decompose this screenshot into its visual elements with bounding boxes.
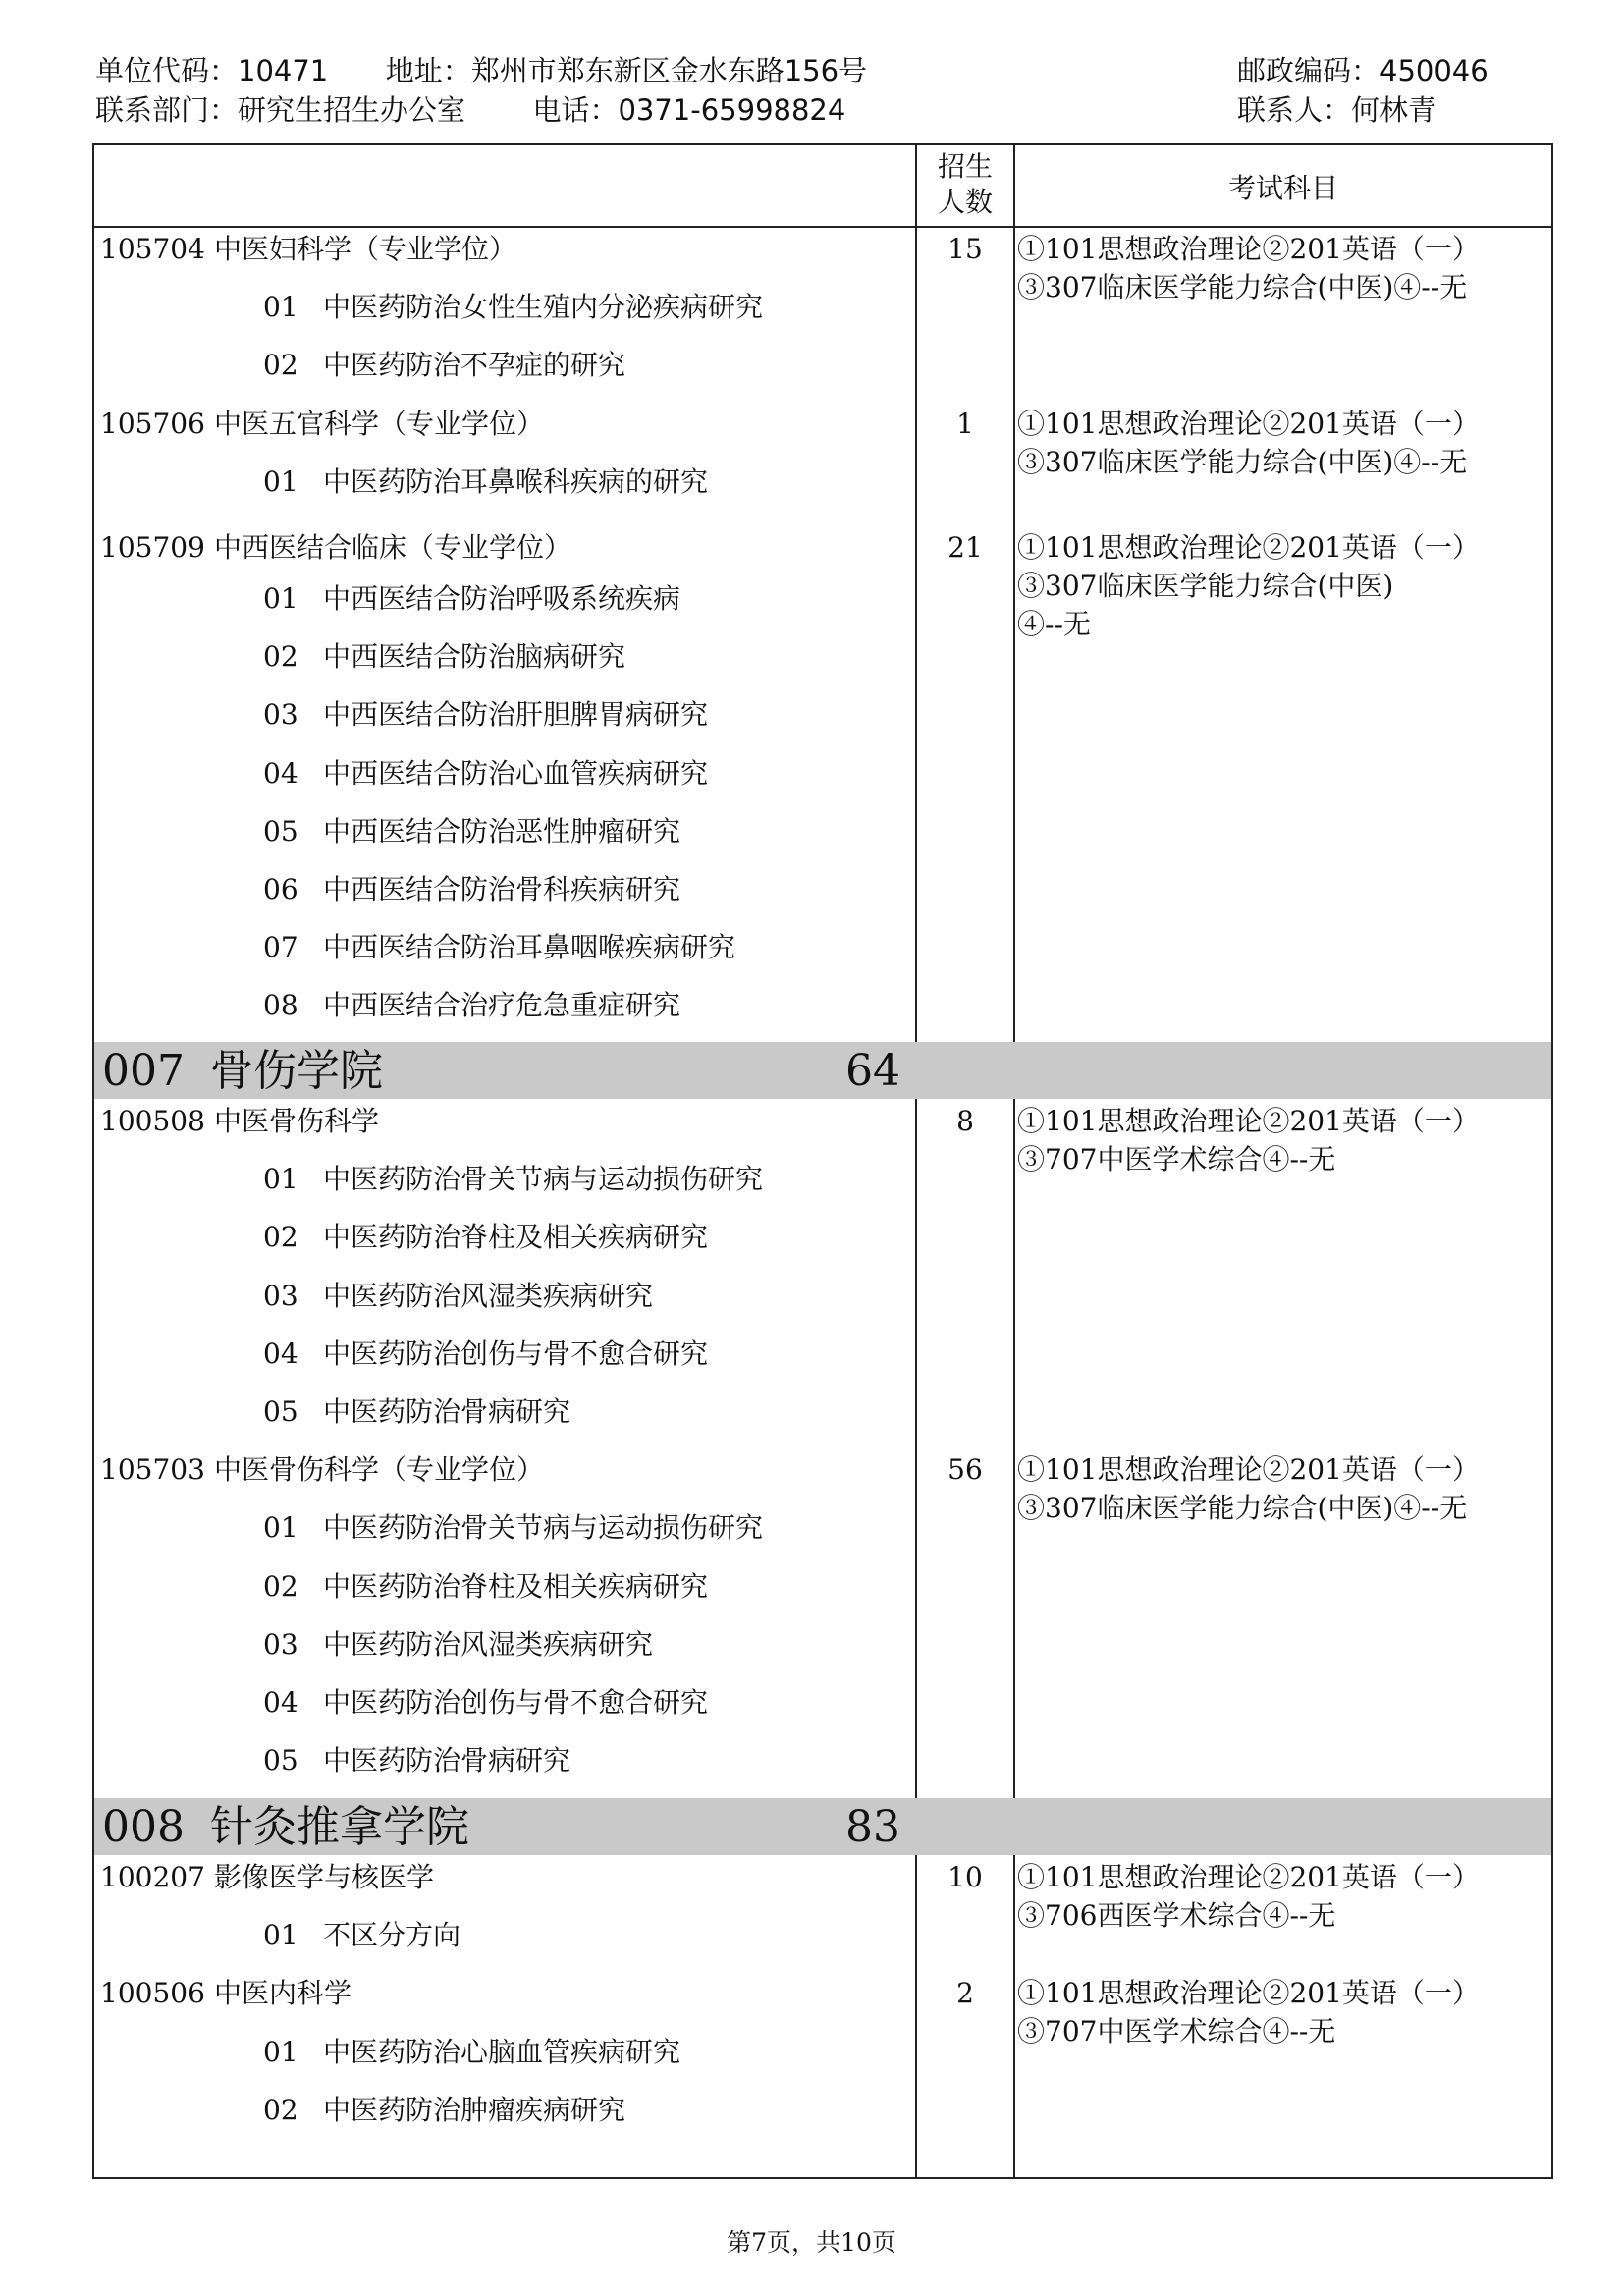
direction-name: 中医药防治脊柱及相关疾病研究 (323, 1569, 709, 1603)
exam-subjects: ①101思想政治理论②201英语（一） (1017, 531, 1480, 564)
direction-number: 04 (263, 1686, 298, 1719)
direction-name: 中西医结合防治肝胆脾胃病研究 (323, 698, 709, 732)
direction-name: 中医药防治肿瘤疾病研究 (323, 2093, 626, 2126)
direction-number: 04 (263, 756, 298, 790)
direction-name: 中医药防治脊柱及相关疾病研究 (323, 1221, 709, 1254)
exam-subjects: ③307临床医学能力综合(中医)④--无 (1017, 271, 1468, 303)
program-count: 1 (956, 407, 974, 440)
exam-subjects: ④--无 (1017, 608, 1091, 640)
college-count: 83 (845, 1802, 900, 1852)
direction-number: 03 (263, 1279, 298, 1312)
phone: 电话：0371-65998824 (532, 93, 846, 127)
postal-code: 邮政编码：450046 (1237, 54, 1488, 87)
header-exam: 考试科目 (1227, 172, 1338, 204)
header-line-1 (95, 53, 1488, 88)
direction-number: 05 (263, 814, 298, 847)
direction-name: 中医药防治骨病研究 (323, 1744, 571, 1777)
program-count: 21 (947, 531, 983, 564)
program-count: 15 (947, 233, 983, 265)
program-code: 100207 (100, 1861, 205, 1893)
direction-number: 01 (263, 1163, 298, 1196)
program-name: 中医五官科学（专业学位） (214, 407, 545, 440)
direction-number: 02 (263, 1569, 298, 1603)
contact-person: 联系人：何林青 (1237, 93, 1437, 127)
direction-number: 07 (263, 931, 298, 964)
program-name: 影像医学与核医学 (214, 1861, 435, 1893)
direction-name: 中医药防治女性生殖内分泌疾病研究 (323, 291, 764, 324)
direction-name: 中西医结合防治呼吸系统疾病 (323, 582, 681, 615)
program-code: 105703 (100, 1453, 205, 1487)
college-count: 64 (845, 1046, 900, 1096)
program-code: 105709 (100, 531, 205, 564)
direction-number: 01 (263, 291, 298, 324)
direction-number: 01 (263, 582, 298, 615)
program-name: 中医妇科学（专业学位） (214, 233, 517, 265)
direction-number: 01 (263, 465, 298, 498)
unit-code: 单位代码：10471 (95, 54, 329, 87)
exam-subjects: ③706西医学术综合④--无 (1017, 1899, 1336, 1932)
exam-subjects: ①101思想政治理论②201英语（一） (1017, 1105, 1480, 1137)
direction-name: 中西医结合防治脑病研究 (323, 640, 626, 674)
college-header-row (94, 1798, 1551, 1855)
direction-name: 中西医结合防治骨科疾病研究 (323, 873, 681, 905)
program-count: 10 (947, 1861, 983, 1893)
direction-number: 08 (263, 989, 298, 1022)
college-header-row (94, 1042, 1551, 1099)
program-code: 100506 (100, 1977, 205, 2010)
exam-subjects: ①101思想政治理论②201英语（一） (1017, 1861, 1480, 1893)
direction-name: 中西医结合治疗危急重症研究 (323, 989, 681, 1022)
exam-subjects: ③707中医学术综合④--无 (1017, 2015, 1336, 2049)
direction-name: 不区分方向 (323, 1919, 461, 1952)
direction-number: 05 (263, 1395, 298, 1428)
program-name: 中医骨伤科学（专业学位） (214, 1453, 545, 1487)
direction-name: 中医药防治骨关节病与运动损伤研究 (323, 1511, 764, 1545)
direction-name: 中医药防治骨病研究 (323, 1395, 571, 1428)
header-line-2 (95, 92, 1437, 128)
direction-number: 05 (263, 1744, 298, 1777)
direction-name: 中西医结合防治恶性肿瘤研究 (323, 814, 681, 847)
contact-department: 联系部门：研究生招生办公室 (95, 93, 466, 127)
header-count: 招生 人数 (937, 150, 993, 218)
header-divider (94, 226, 1551, 228)
column-divider (1013, 145, 1015, 2177)
exam-subjects: ①101思想政治理论②201英语（一） (1017, 233, 1480, 265)
direction-name: 中医药防治创伤与骨不愈合研究 (323, 1686, 709, 1719)
program-count: 2 (956, 1977, 974, 2010)
direction-name: 中西医结合防治耳鼻咽喉疾病研究 (323, 931, 736, 964)
direction-number: 02 (263, 2093, 298, 2126)
exam-subjects: ③307临床医学能力综合(中医) (1017, 570, 1394, 602)
program-name: 中医骨伤科学 (214, 1105, 380, 1137)
direction-number: 03 (263, 698, 298, 732)
program-count: 8 (956, 1105, 974, 1137)
direction-name: 中医药防治风湿类疾病研究 (323, 1279, 654, 1312)
direction-name: 中西医结合防治心血管疾病研究 (323, 756, 709, 790)
program-code: 100508 (100, 1105, 205, 1137)
college-name: 针灸推拿学院 (210, 1802, 469, 1852)
direction-name: 中医药防治风湿类疾病研究 (323, 1627, 654, 1661)
direction-name: 中医药防治创伤与骨不愈合研究 (323, 1337, 709, 1370)
exam-subjects: ③307临床医学能力综合(中医)④--无 (1017, 445, 1468, 478)
exam-subjects: ①101思想政治理论②201英语（一） (1017, 1977, 1480, 2010)
program-name: 中医内科学 (214, 1977, 352, 2010)
program-code: 105706 (100, 407, 205, 440)
direction-number: 02 (263, 640, 298, 674)
program-name: 中西医结合临床（专业学位） (214, 531, 572, 564)
direction-name: 中医药防治骨关节病与运动损伤研究 (323, 1163, 764, 1196)
direction-name: 中医药防治耳鼻喉科疾病的研究 (323, 465, 709, 498)
exam-subjects: ③307临床医学能力综合(中医)④--无 (1017, 1492, 1468, 1525)
college-code: 007 (102, 1046, 185, 1096)
exam-subjects: ①101思想政治理论②201英语（一） (1017, 1453, 1480, 1487)
direction-number: 01 (263, 1511, 298, 1545)
exam-subjects: ③707中医学术综合④--无 (1017, 1143, 1336, 1175)
program-count: 56 (947, 1453, 983, 1487)
address: 地址：郑州市郑东新区金水东路156号 (385, 54, 868, 87)
page-footer: 第7页，共10页 (727, 2228, 896, 2257)
direction-name: 中医药防治不孕症的研究 (323, 349, 626, 382)
college-name: 骨伤学院 (210, 1046, 383, 1096)
admissions-table (92, 143, 1553, 2179)
direction-number: 01 (263, 1919, 298, 1952)
exam-subjects: ①101思想政治理论②201英语（一） (1017, 407, 1480, 440)
program-code: 105704 (100, 233, 205, 265)
direction-number: 02 (263, 349, 298, 382)
direction-number: 03 (263, 1627, 298, 1661)
direction-number: 04 (263, 1337, 298, 1370)
college-code: 008 (102, 1802, 185, 1852)
direction-number: 02 (263, 1221, 298, 1254)
direction-name: 中医药防治心脑血管疾病研究 (323, 2035, 681, 2068)
direction-number: 01 (263, 2035, 298, 2068)
direction-number: 06 (263, 873, 298, 905)
